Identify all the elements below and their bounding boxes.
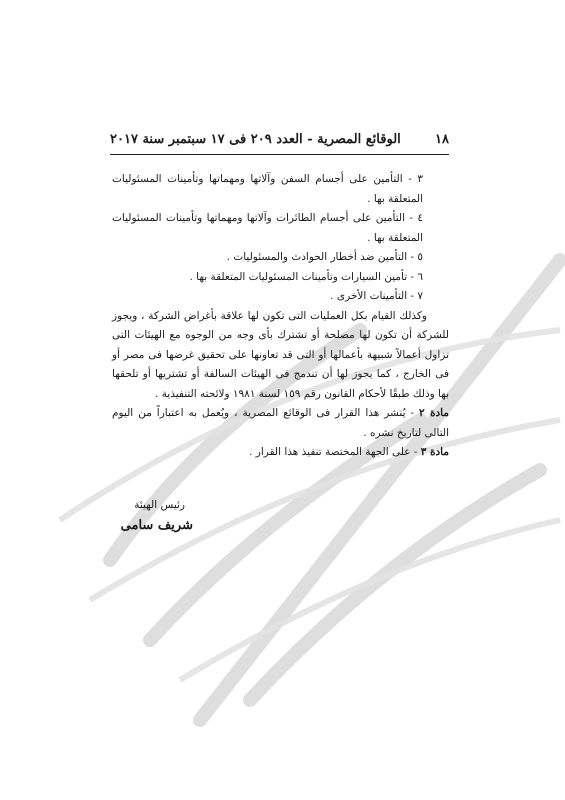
signatory-title: رئيس الهيئة bbox=[134, 499, 185, 511]
article-label: مادة ٢ bbox=[419, 407, 449, 419]
gazette-title: الوقائع المصرية - العدد ٢٠٩ فى ١٧ سبتمبر سنة ٢٠١٧ bbox=[110, 132, 401, 147]
list-item: ٦ - تأمين السيارات وتأمينات المسئوليات المتعلقة بها . bbox=[189, 270, 423, 283]
page-header bbox=[110, 132, 449, 147]
list-item: ٧ - التأمينات الأخرى . bbox=[330, 290, 423, 302]
article-text: - على الجهة المختصة تنفيذ هذا القرار . bbox=[249, 446, 421, 458]
article-3 bbox=[112, 443, 449, 463]
article-text: - يُنشر هذا القرار فى الوقائع المصرية ، ويُعمل به اعتباراً من اليوم التالى لتاريخ نشره . bbox=[112, 407, 449, 439]
header-divider bbox=[110, 154, 449, 155]
signatory-name: شريف سامى bbox=[120, 518, 193, 533]
article-label: مادة ٣ bbox=[420, 446, 449, 458]
page-number: ١٨ bbox=[435, 132, 449, 147]
list-item: ٤ - التأمين على أجسام الطائرات وآلاتها ومهماتها وتأمينات المسئوليات المتعلقة بها . bbox=[112, 212, 423, 244]
article-2 bbox=[112, 404, 449, 443]
document-body bbox=[112, 170, 449, 463]
list-item: ٥ - التأمين ضد أخطار الحوادث والمسئوليات . bbox=[226, 251, 423, 263]
company-activities-paragraph: وكذلك القيام بكل العمليات التى تكون لها علاقة بأغراض الشركة ، ويجوز للشركة أن تكون لها مصلحة أو تشترك بأى وجه من الوجوه مع الهيئات التى تزاول أعمالاً شبيهة بأعمالها أو التى قد تعاونها على تحقيق غرضها فى مصر أو فى الخارج ، كما يجوز لها أن تندمج فى الهيئات السالفة أو تشتريها أو تلحقها بها وذلك طبقًا لأحكام القانون رقم ١٥٩ لسنة ١٩٨١ ولائحته التنفيذية . bbox=[112, 309, 449, 400]
list-item: ٣ - التأمين على أجسام السفن وآلاتها ومهماتها وتأمينات المسئوليات المتعلقة بها . bbox=[112, 173, 423, 205]
